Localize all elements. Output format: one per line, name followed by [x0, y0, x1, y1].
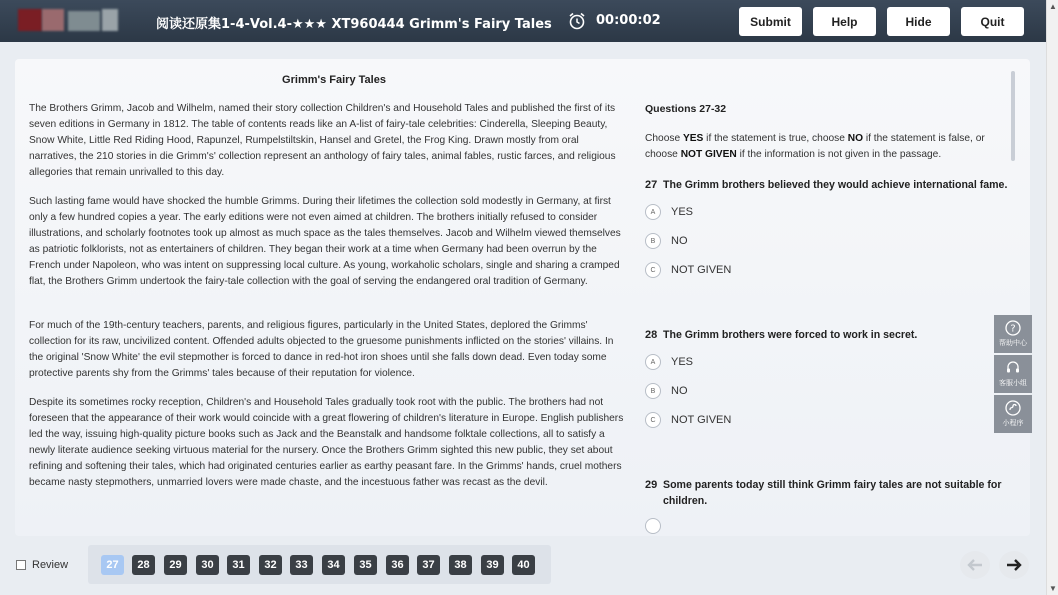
question-28: 28 The Grimm brothers were forced to work in secret.: [645, 329, 918, 341]
customer-service-widget[interactable]: 客服小组: [994, 355, 1032, 393]
content-panel: [15, 59, 1030, 536]
question-27: 27 The Grimm brothers believed they would achieve international fame.: [645, 179, 1008, 191]
test-title: 阅读还原集1-4-Vol.4-★★★ XT960444 Grimm's Fairy Tales: [156, 17, 552, 32]
mini-program-icon: [1005, 400, 1021, 416]
q27-option-yes[interactable]: A YES: [645, 203, 693, 221]
question-nav-33[interactable]: 33: [290, 555, 313, 575]
passage-title: Grimm's Fairy Tales: [282, 74, 386, 86]
scroll-up-icon[interactable]: ▲: [1049, 2, 1057, 11]
arrow-right-icon: [1006, 559, 1022, 571]
timer: 00:00:02: [596, 13, 661, 28]
hide-button[interactable]: Hide: [887, 7, 950, 36]
window-scrollbar[interactable]: [1046, 0, 1058, 595]
question-nav-37[interactable]: 37: [417, 555, 440, 575]
previous-button[interactable]: [960, 551, 990, 579]
svg-text:?: ?: [1010, 323, 1016, 335]
q28-option-yes[interactable]: A YES: [645, 353, 693, 371]
quit-button[interactable]: Quit: [961, 7, 1024, 36]
passage-paragraph: The Brothers Grimm, Jacob and Wilhelm, named their story collection Children's and Household Tales and published the first of its seven editions in Germany in 1812. The table of contents reads like an A-list of fairy-tale celebrities: Cinderella, Sleeping Beauty, Snow White, Little Red Riding Hood, Rapunzel, Rumpelstiltskin, Hansel and Gretel, the Frog King. Drawn mostly from oral narratives, the 210 stories in die Grimm's' collection represent an anthology of fairy tales, animal fables, rustic farces, and religious allegories that remain unrivalled to this day.: [29, 103, 616, 178]
logo: [18, 9, 118, 31]
scroll-down-icon[interactable]: ▼: [1049, 584, 1057, 593]
q28-option-not-given[interactable]: C NOT GIVEN: [645, 411, 731, 429]
questions-instructions: Choose YES if the statement is true, choose NO if the statement is false, or choose NOT GIVEN if the information is not given in the passage.: [645, 133, 985, 160]
question-navigator: [88, 545, 551, 584]
q27-option-not-given[interactable]: C NOT GIVEN: [645, 261, 731, 279]
review-checkbox[interactable]: [16, 560, 26, 570]
passage-paragraph: Despite its sometimes rocky reception, Children's and Household Tales gradually took root with the public. The brothers had not foreseen that the appearance of their work would coincide with a great flowering of children's literature in Europe. English publishers led the way, issuing high-quality picture books such as Jack and the Beanstalk and handsome folktale collections, all to satisfy a newly literate audience seeking virtuous material for the nursery. Once the Brothers Grimm sighted this new public, they set about refining and softening their tales, which had originated centuries earlier as earthy peasant fare. In the Grimms' hands, cruel mothers became nasty stepmothers, unmarried lovers were made chaste, and the incestuous father was recast as the devil.: [29, 397, 624, 488]
top-bar: [0, 0, 1046, 42]
submit-button[interactable]: Submit: [739, 7, 802, 36]
question-circle-icon: [1005, 320, 1021, 336]
help-button[interactable]: Help: [813, 7, 876, 36]
question-nav-40[interactable]: 40: [512, 555, 535, 575]
question-nav-27[interactable]: 27: [101, 555, 124, 575]
q28-option-no[interactable]: B NO: [645, 382, 688, 400]
question-nav-34[interactable]: 34: [322, 555, 345, 575]
q27-option-no[interactable]: B NO: [645, 232, 688, 250]
question-nav-28[interactable]: 28: [132, 555, 155, 575]
next-button[interactable]: [999, 551, 1029, 579]
passage-paragraph: For much of the 19th-century teachers, parents, and religious figures, particularly in the United States, deplored the Grimms' collection for its raw, uncivilized content. Offended adults objected to the gruesome punishments inflicted on the stories' villains. In the original 'Snow White' the evil stepmother is forced to dance in red-hot iron shoes until she falls down dead. Even today some protective parents shy from the Grimms' tales because of their reputation for violence.: [29, 320, 614, 379]
passage-pane[interactable]: [29, 59, 629, 536]
question-nav-29[interactable]: 29: [164, 555, 187, 575]
review-label: Review: [32, 559, 69, 571]
mini-program-widget[interactable]: 小程序: [994, 395, 1032, 433]
question-nav-31[interactable]: 31: [227, 555, 250, 575]
question-nav-30[interactable]: 30: [196, 555, 219, 575]
question-nav-39[interactable]: 39: [481, 555, 504, 575]
headset-icon: [1005, 360, 1021, 376]
clock-icon: [568, 12, 586, 30]
help-center-widget[interactable]: ? 帮助中心: [994, 315, 1032, 353]
question-nav-36[interactable]: 36: [386, 555, 409, 575]
q29-option-yes[interactable]: [645, 517, 671, 535]
question-nav-32[interactable]: 32: [259, 555, 282, 575]
questions-scrollbar[interactable]: [1011, 71, 1015, 161]
review-toggle[interactable]: [16, 559, 68, 571]
question-29: 29 Some parents today still think Grimm fairy tales are not suitable for children.: [645, 479, 1002, 507]
question-nav-35[interactable]: 35: [354, 555, 377, 575]
passage-paragraph: Such lasting fame would have shocked the humble Grimms. During their lifetimes the collection sold modestly in Germany, at first only a few hundred copies a year. The early editions were not even aimed at children. The brothers initially refused to consider illustrations, and scholarly footnotes took up almost as much space as the tales themselves. Jacob and Wilhelm viewed themselves as patriotic folklorists, not as entertainers of children. They began their work at a time when Germany had been overrun by the French under Napoleon, who was intent on suppressing local culture. As young, workaholic scholars, single and sharing a cramped flat, the Brothers Grimm undertook the fairy-tale collection with the goal of serving the endangered oral tradition of Germany.: [29, 196, 621, 287]
question-nav-38[interactable]: 38: [449, 555, 472, 575]
arrow-left-icon: [967, 559, 983, 571]
questions-pane[interactable]: [645, 59, 1017, 536]
questions-heading: Questions 27-32: [645, 103, 727, 115]
